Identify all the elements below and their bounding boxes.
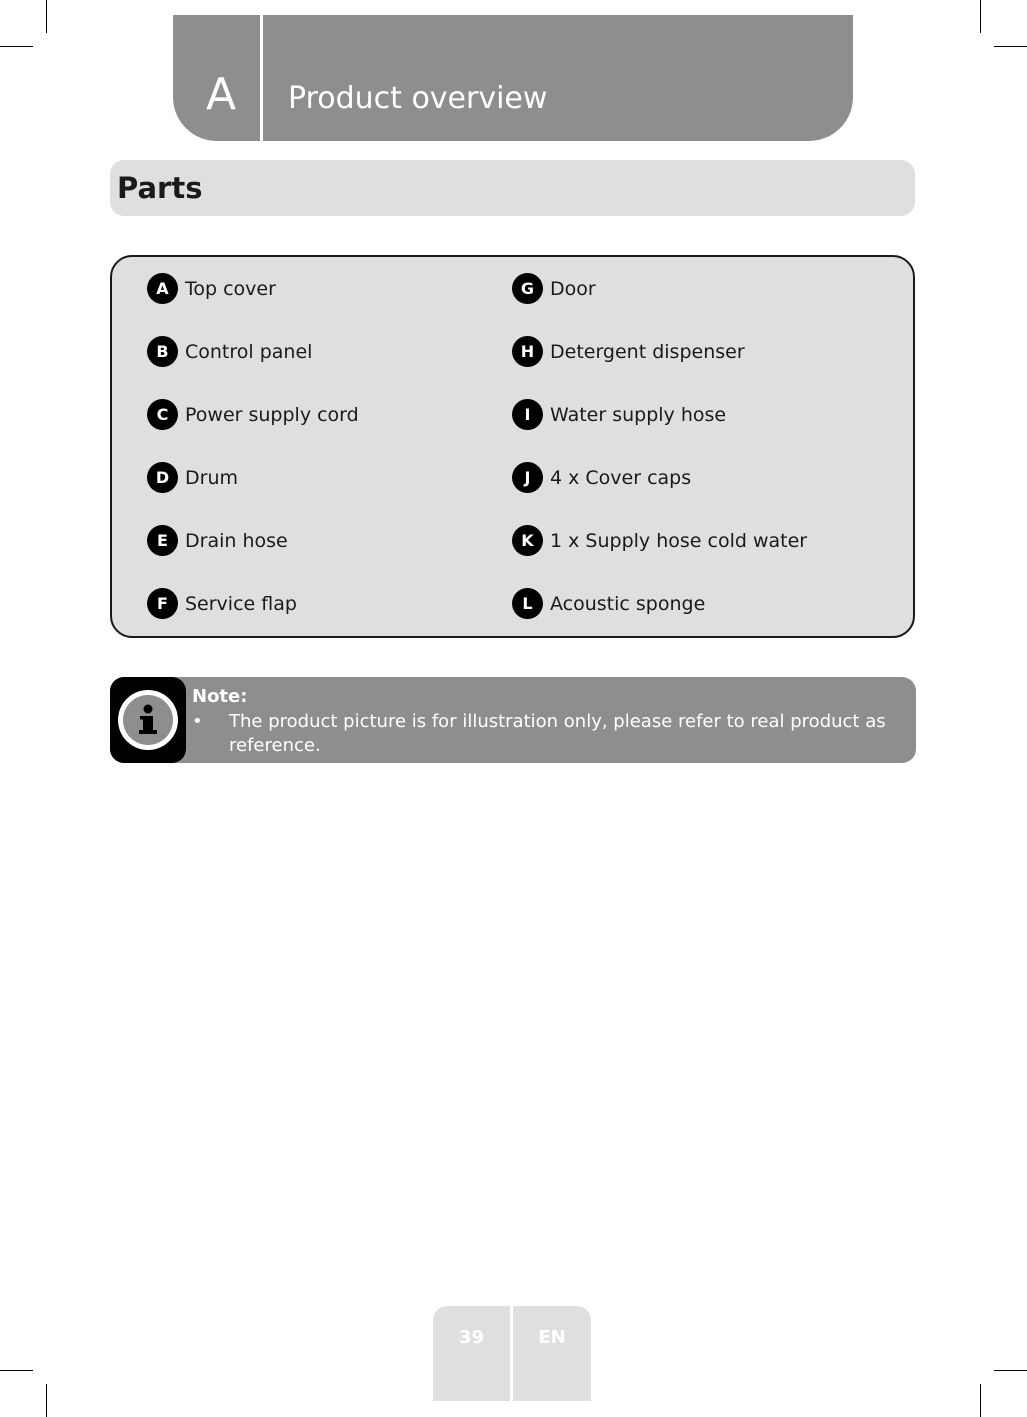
info-icon — [118, 690, 178, 750]
part-item — [512, 272, 807, 305]
part-item — [512, 335, 807, 368]
note-label: Note: — [192, 686, 248, 707]
part-item — [512, 587, 807, 620]
part-item — [512, 524, 807, 557]
part-item — [147, 461, 359, 494]
part-letter-badge: A — [147, 273, 178, 304]
note-icon-tile — [110, 677, 186, 763]
part-letter-badge: G — [512, 273, 543, 304]
crop-mark — [994, 1370, 1027, 1371]
part-item — [512, 461, 807, 494]
part-label: Acoustic sponge — [550, 592, 706, 615]
page-number: 39 — [458, 1327, 485, 1348]
crop-mark — [46, 1384, 47, 1417]
page-footer-tab — [433, 1306, 591, 1401]
note-box — [110, 677, 916, 763]
part-letter-badge: F — [147, 588, 178, 619]
part-label: Door — [550, 277, 596, 300]
part-label: Water supply hose — [550, 403, 727, 426]
section-title: Product overview — [288, 81, 548, 116]
note-text: The product picture is for illustration only, please refer to real product as reference. — [229, 711, 886, 756]
part-letter-badge: L — [512, 588, 543, 619]
part-item — [147, 587, 359, 620]
part-letter-badge: K — [512, 525, 543, 556]
part-letter-badge: I — [512, 399, 543, 430]
part-label: Service flap — [185, 592, 297, 615]
section-letter: A — [205, 69, 237, 120]
section-header — [173, 15, 853, 141]
part-item — [147, 524, 359, 557]
part-letter-badge: C — [147, 399, 178, 430]
part-letter-badge: E — [147, 525, 178, 556]
crop-mark — [980, 0, 981, 33]
part-item — [512, 398, 807, 431]
part-label: 1 x Supply hose cold water — [550, 529, 808, 552]
part-label: Control panel — [185, 340, 313, 363]
parts-heading: Parts — [117, 171, 203, 205]
note-bullet: • — [192, 711, 203, 732]
part-item — [147, 335, 359, 368]
part-item — [147, 272, 359, 305]
part-item — [147, 398, 359, 431]
part-letter-badge: D — [147, 462, 178, 493]
crop-mark — [994, 46, 1027, 47]
parts-column-right — [512, 272, 807, 620]
header-divider — [260, 15, 263, 141]
part-label: Power supply cord — [185, 403, 359, 426]
part-letter-badge: J — [512, 462, 543, 493]
crop-mark — [46, 0, 47, 33]
crop-mark — [980, 1384, 981, 1417]
page-language: EN — [538, 1327, 566, 1348]
parts-column-left — [147, 272, 359, 620]
part-label: Drain hose — [185, 529, 288, 552]
crop-mark — [0, 1370, 33, 1371]
parts-list-panel — [110, 255, 915, 638]
part-label: Top cover — [185, 277, 276, 300]
crop-mark — [0, 46, 33, 47]
footer-divider — [510, 1306, 513, 1401]
part-label: 4 x Cover caps — [550, 466, 692, 489]
part-letter-badge: H — [512, 336, 543, 367]
part-label: Detergent dispenser — [550, 340, 745, 363]
part-letter-badge: B — [147, 336, 178, 367]
part-label: Drum — [185, 466, 238, 489]
parts-heading-bar — [110, 160, 915, 216]
info-icon-inner — [123, 695, 173, 745]
info-glyph — [123, 695, 173, 745]
